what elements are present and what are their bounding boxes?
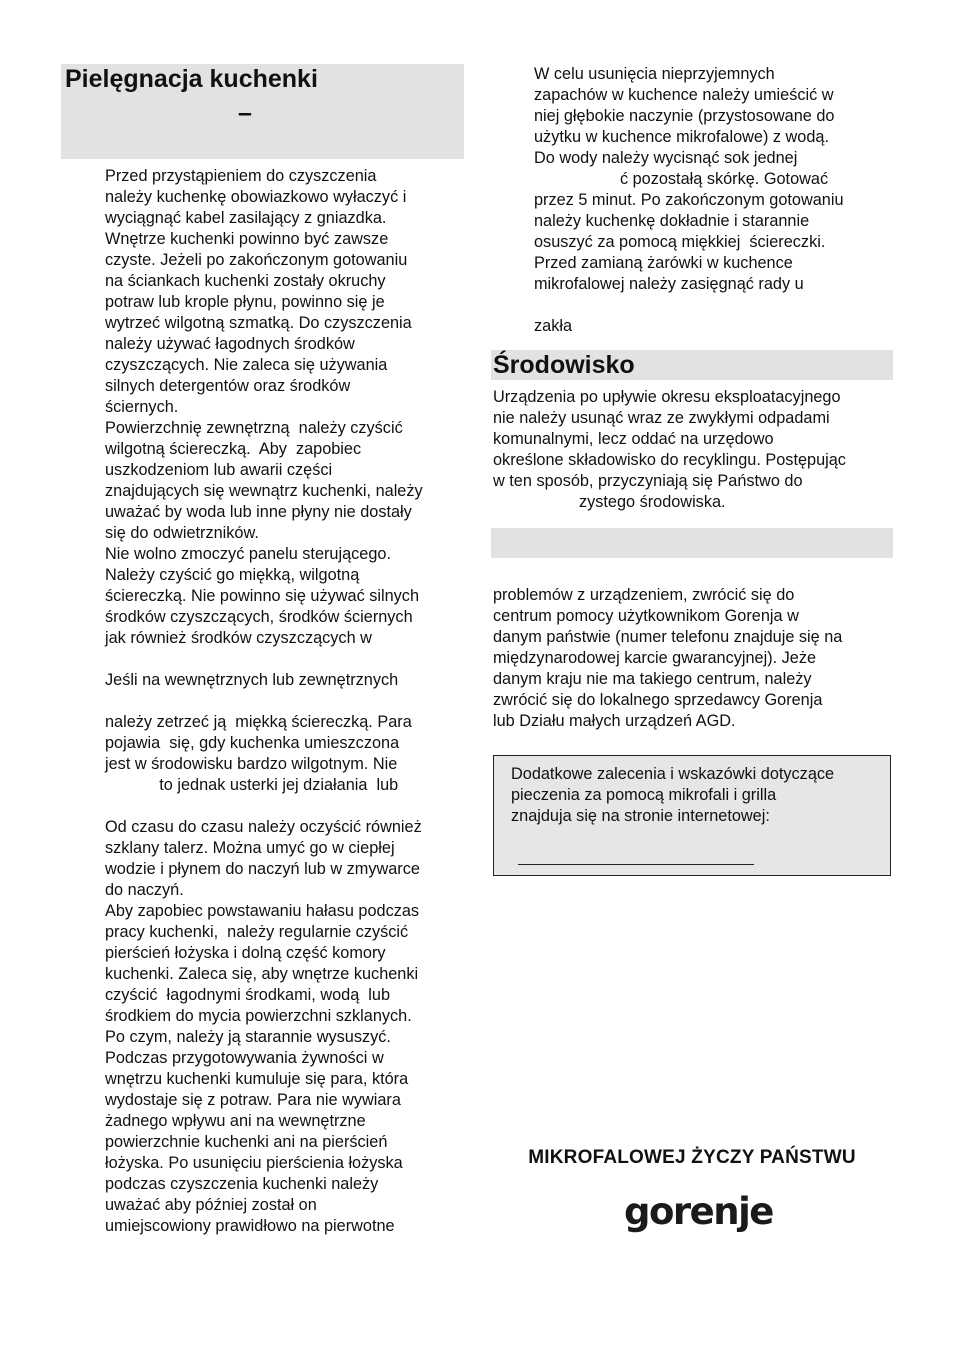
text-line: jak również środków czyszczących w <box>105 629 372 647</box>
footer-tagline: MIKROFALOWEJ ŻYCZY PAŃSTWU <box>528 1147 856 1168</box>
text-line: należy używać łagodnych środków <box>105 335 355 353</box>
text-line: problemów z urządzeniem, zwrócić się do <box>493 586 795 604</box>
text-line: ściernych. <box>105 398 179 416</box>
text-line: w ten sposób, przyczyniają się Państwo do <box>493 472 803 490</box>
text-line <box>105 649 423 670</box>
text-line: mikrofalowej należy zasięgnąć rady u <box>534 275 804 293</box>
text-line: wodzie i płynem do naczyń lub w zmywarce <box>105 860 420 878</box>
text-line: silnych detergentów oraz środków <box>105 377 351 395</box>
text-line: pierścień łożyska i dolną część komory <box>105 944 386 962</box>
text-line: kuchenki. Zaleca się, aby wnętrze kuchenki <box>105 965 419 983</box>
website-link-underline[interactable] <box>518 864 754 865</box>
text-line: lub Działu małych urządzeń AGD. <box>493 712 736 730</box>
text-line: nie należy usunąć wraz ze zwykłymi odpadami <box>493 409 830 427</box>
text-line <box>105 691 423 712</box>
text-line: należy kuchenkę dokładnie i starannie <box>534 212 810 230</box>
text-line: należy kuchenkę obowiazkowo wyłaczyć i <box>105 188 407 206</box>
text-line: Przed zamianą żarówki w kuchence <box>534 254 793 272</box>
text-line: użytku w kuchence mikrofalowe) z wodą. <box>534 128 829 146</box>
text-line: Powierzchnię zewnętrzną należy czyścić <box>105 419 403 437</box>
text-line: niej głębokie naczynie (przystosowane do <box>534 107 835 125</box>
text-line: znajduja się na stronie internetowej: <box>511 807 770 825</box>
text-line: do naczyń. <box>105 881 184 899</box>
text-line: Urządzenia po upływie okresu eksploatacyjnego <box>493 388 841 406</box>
text-line: komunalnymi, lecz oddać na urzędowo <box>493 430 774 448</box>
text-line: Od czasu do czasu należy oczyścić również <box>105 818 422 836</box>
text-line: uważać by woda lub inne płyny nie dostały <box>105 503 412 521</box>
text-line: należy zetrzeć ją miękką ściereczką. Para <box>105 713 412 731</box>
text-line: Nie wolno zmoczyć panelu sterującego. <box>105 545 391 563</box>
text-line: przez 5 minut. Po zakończonym gotowaniu <box>534 191 844 209</box>
text-line: znajdujących się wewnątrz kuchenki, należy <box>105 482 423 500</box>
text-line: łożyska. Po usunięciu pierścienia łożyska <box>105 1154 403 1172</box>
care-section-title-dash: – <box>238 99 252 127</box>
text-line: danym kraju nie ma takiego centrum, należy <box>493 670 812 688</box>
care-body-text <box>105 166 423 1237</box>
text-line: to jednak usterki jej działania lub <box>105 776 399 794</box>
info-box-text <box>511 764 834 827</box>
text-line: zapachów w kuchence należy umieścić w <box>534 86 834 104</box>
service-body-text <box>493 585 842 732</box>
text-line: wyciągnąć kabel zasilający z gniazdka. <box>105 209 387 227</box>
text-line: Po czym, należy ją starannie wysuszyć. <box>105 1028 391 1046</box>
text-line: centrum pomocy użytkownikom Gorenja w <box>493 607 799 625</box>
text-line: wilgotną ściereczką. Aby zapobiec <box>105 440 362 458</box>
text-line: międzynarodowej karcie gwarancyjnej). Jeże <box>493 649 817 667</box>
text-line: Należy czyścić go miękką, wilgotną <box>105 566 360 584</box>
text-line: Wnętrze kuchenki powinno być zawsze <box>105 230 389 248</box>
text-line: zwrócić się do lokalnego sprzedawcy Gorenja <box>493 691 823 709</box>
text-line: czyszczących. Nie zaleca się używania <box>105 356 388 374</box>
text-line: pieczenia za pomocą mikrofali i grilla <box>511 786 777 804</box>
text-line: powierzchnie kuchenki ani na pierścień <box>105 1133 388 1151</box>
text-line: jest w środowisku bardzo wilgotnym. Nie <box>105 755 398 773</box>
text-line: zakła <box>534 317 573 335</box>
text-line: środków czyszczących, środków ściernych <box>105 608 413 626</box>
text-line: uważać aby później został on <box>105 1196 317 1214</box>
text-line: zystego środowiska. <box>493 493 726 511</box>
text-line: umiejscowiony prawidłowo na pierwotne <box>105 1217 395 1235</box>
text-line: podczas czyszczenia kuchenki należy <box>105 1175 379 1193</box>
text-line: czyste. Jeżeli po zakończonym gotowaniu <box>105 251 408 269</box>
text-line: uszkodzeniom lub awarii części <box>105 461 333 479</box>
gorenje-logo: gorenje <box>624 1190 773 1233</box>
text-line: wytrzeć wilgotną szmatką. Do czyszczenia <box>105 314 412 332</box>
text-line: pracy kuchenki, należy regularnie czyścić <box>105 923 409 941</box>
text-line: ć pozostałą skórkę. Gotować <box>534 170 829 188</box>
text-line: ściereczką. Nie powinno się używać silnych <box>105 587 419 605</box>
service-title-band <box>491 528 893 558</box>
text-line: szklany talerz. Można umyć go w ciepłej <box>105 839 395 857</box>
text-line: Jeśli na wewnętrznych lub zewnętrznych <box>105 671 399 689</box>
text-line: wnętrzu kuchenki kumuluje się para, która <box>105 1070 409 1088</box>
text-line: się do odwietrzników. <box>105 524 259 542</box>
info-box <box>493 755 891 876</box>
text-line: Aby zapobiec powstawaniu hałasu podczas <box>105 902 420 920</box>
text-line: Dodatkowe zalecenia i wskazówki dotyczące <box>511 765 835 783</box>
odor-removal-text <box>534 64 844 337</box>
text-line <box>105 796 423 817</box>
text-line: czyścić łagodnymi środkami, wodą lub <box>105 986 391 1004</box>
text-line: pojawia się, gdy kuchenka umieszczona <box>105 734 400 752</box>
text-line: osuszyć za pomocą miękkiej ściereczki. <box>534 233 826 251</box>
environment-section-title: Środowisko <box>493 351 635 379</box>
text-line: na ściankach kuchenki zostały okruchy <box>105 272 386 290</box>
text-line: określone składowisko do recyklingu. Postępując <box>493 451 846 469</box>
text-line: W celu usunięcia nieprzyjemnych <box>534 65 775 83</box>
text-line: Do wody należy wycisnąć sok jednej <box>534 149 798 167</box>
text-line: wydostaje się z potraw. Para nie wywiara <box>105 1091 401 1109</box>
text-line: potraw lub krople płynu, powinno się je <box>105 293 385 311</box>
care-section-title: Pielęgnacja kuchenki <box>65 65 318 93</box>
environment-body-text <box>493 387 846 513</box>
text-line: Podczas przygotowywania żywności w <box>105 1049 384 1067</box>
text-line: środkiem do mycia powierzchni szklanych. <box>105 1007 412 1025</box>
text-line: żadnego wpływu ani na wewnętrzne <box>105 1112 366 1130</box>
text-line <box>534 295 844 316</box>
text-line: danym państwie (numer telefonu znajduje się na <box>493 628 843 646</box>
text-line: Przed przystąpieniem do czyszczenia <box>105 167 377 185</box>
